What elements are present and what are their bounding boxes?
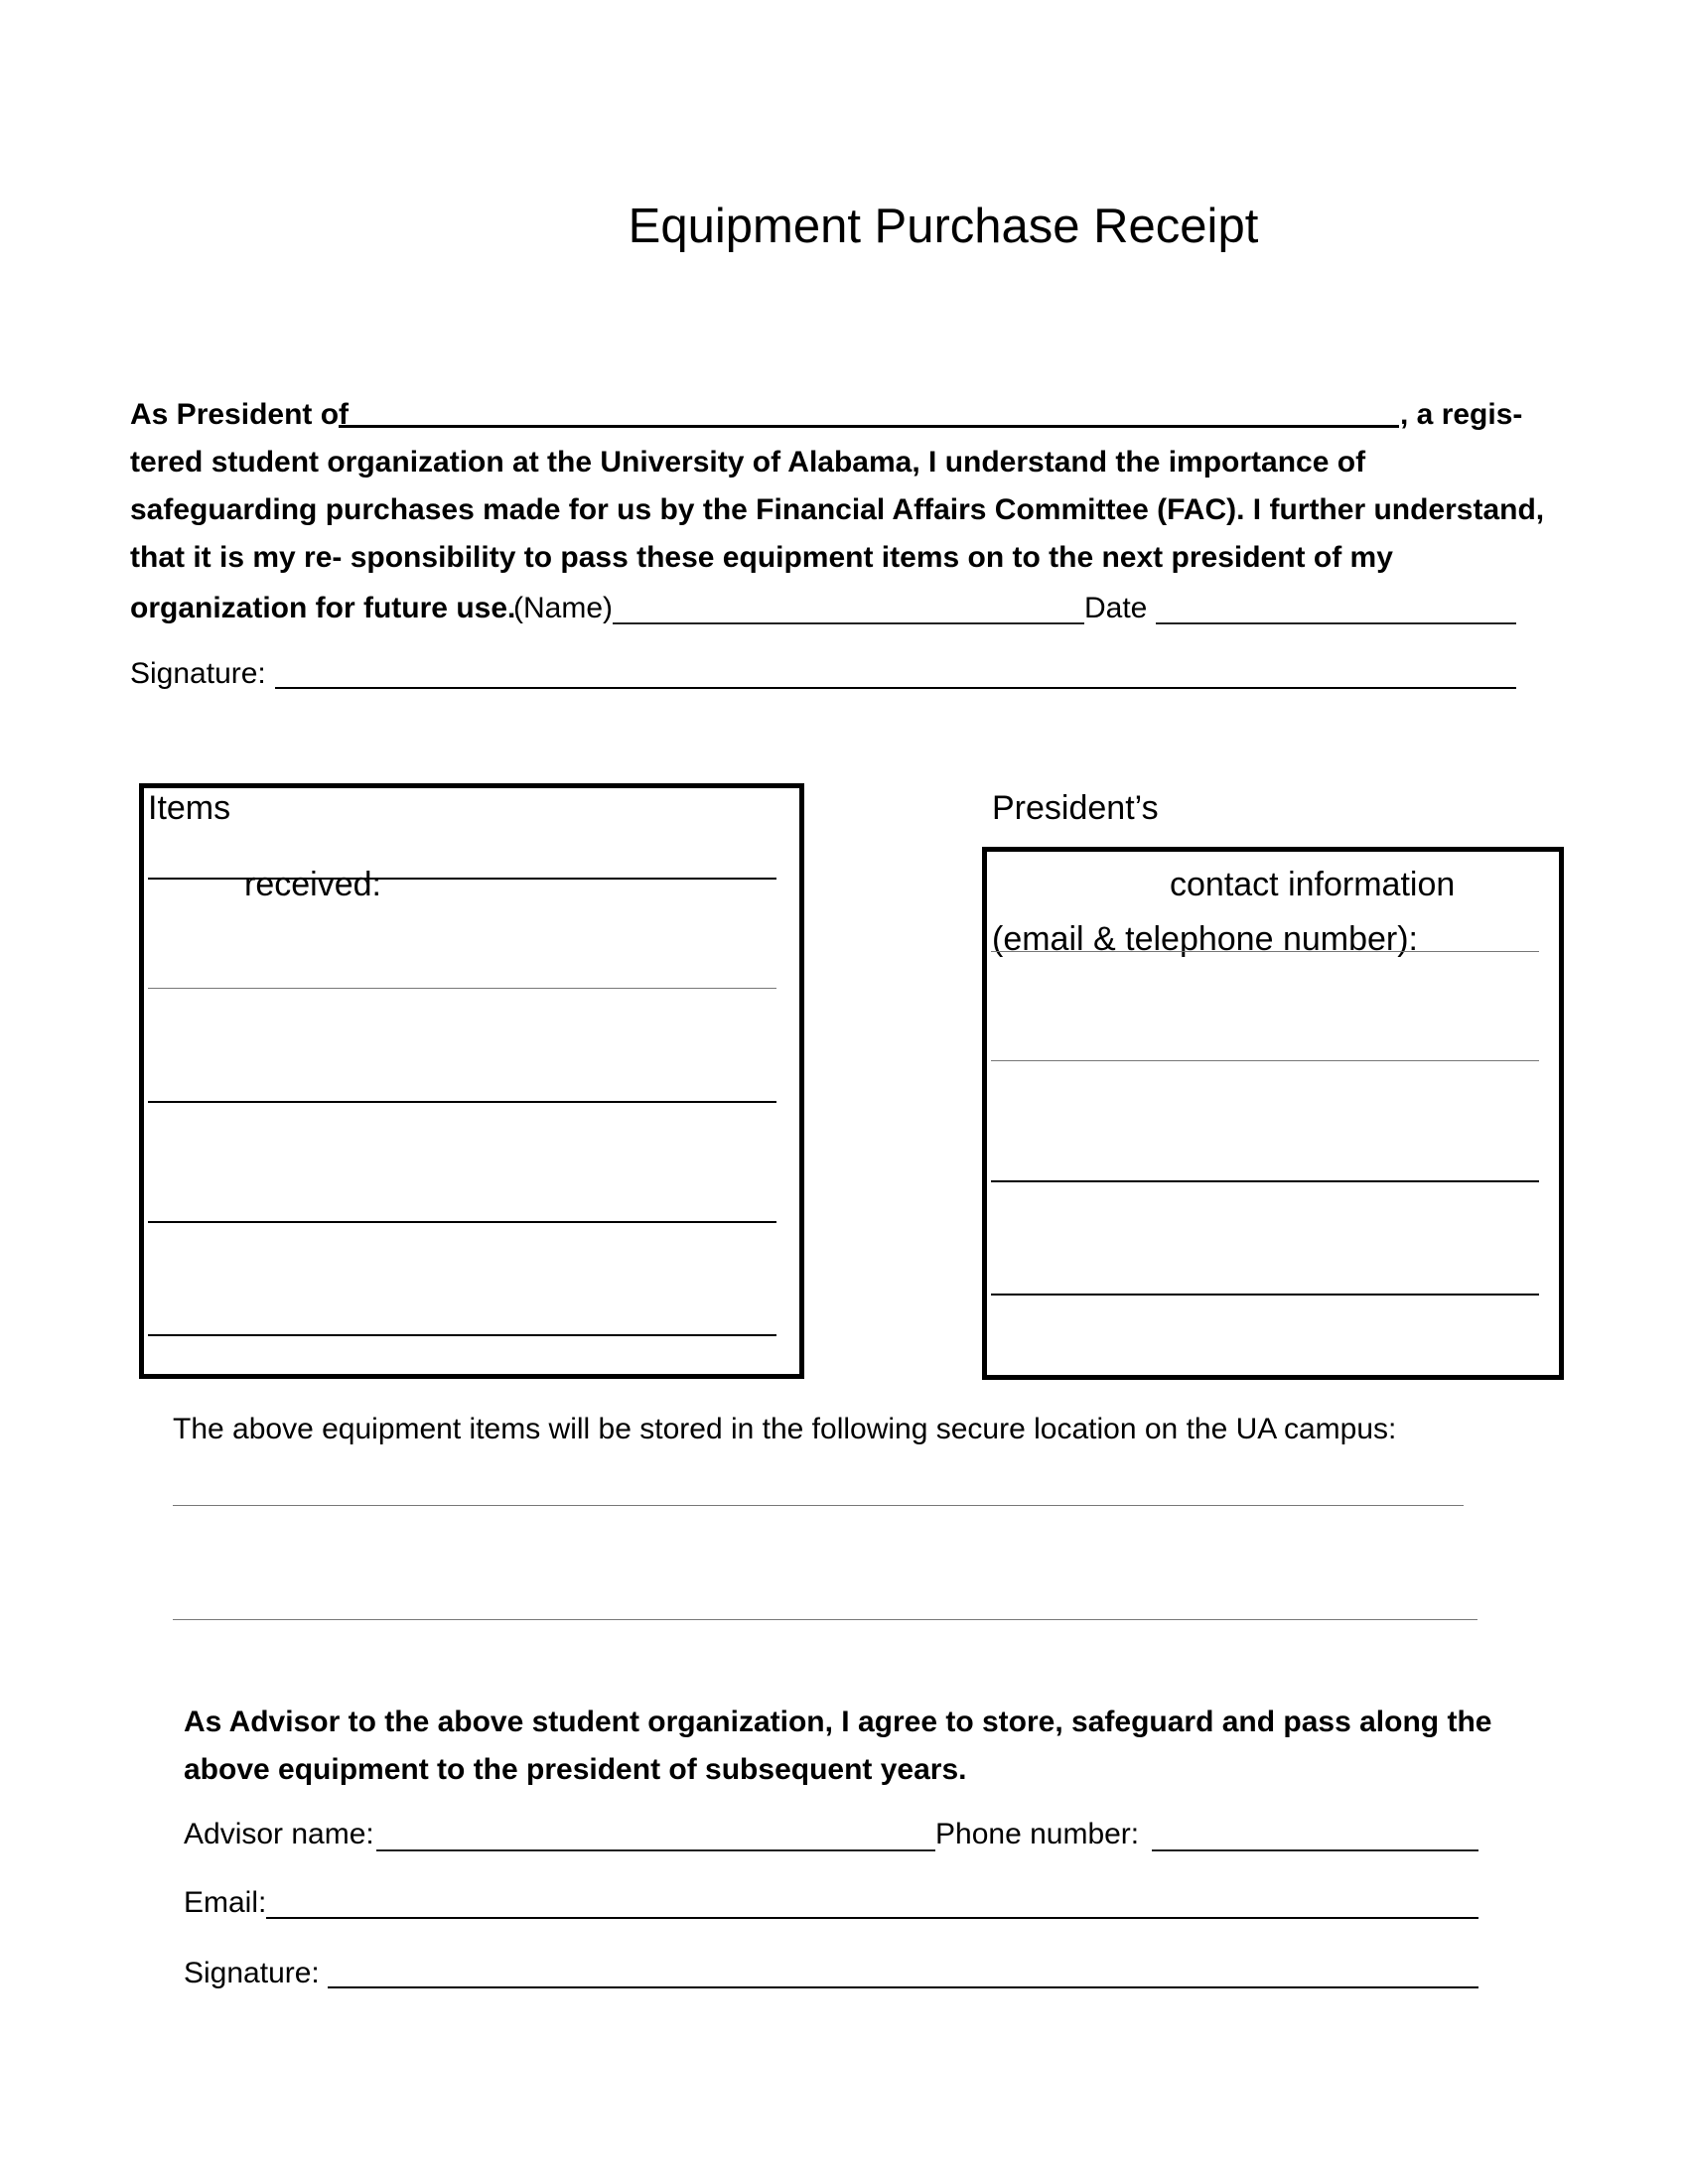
items-line-3[interactable] [148, 1101, 776, 1103]
presidents-label: President’s [992, 789, 1159, 827]
contact-line-1[interactable] [991, 951, 1539, 952]
phone-number-field[interactable] [1152, 1849, 1478, 1851]
contact-line-4[interactable] [991, 1294, 1539, 1296]
items-received-box [139, 783, 804, 1379]
contact-line-2[interactable] [991, 1060, 1539, 1061]
page-title: Equipment Purchase Receipt [628, 200, 1259, 253]
advisor-statement-line1: As Advisor to the above student organization, I agree to store, safeguard and pass along the [184, 1706, 1492, 1738]
date-field[interactable] [1156, 622, 1516, 624]
president-statement-line3: safeguarding purchases made for us by the Financial Affairs Committee (FAC). I further understand, [130, 493, 1545, 526]
items-line-4[interactable] [148, 1221, 776, 1223]
items-line-2[interactable] [148, 988, 776, 989]
received-label: received: [244, 866, 381, 903]
advisor-signature-field[interactable] [328, 1986, 1478, 1988]
storage-location-text: The above equipment items will be stored in the following secure location on the UA campus: [173, 1413, 1397, 1445]
advisor-email-label: Email: [184, 1886, 267, 1919]
storage-location-line-2[interactable] [173, 1619, 1477, 1620]
items-line-1[interactable] [148, 878, 776, 880]
phone-number-label: Phone number: [935, 1818, 1140, 1850]
president-statement-suffix: , a regis- [1400, 398, 1523, 431]
email-telephone-label: (email & telephone number): [992, 920, 1419, 958]
storage-location-line-1[interactable] [173, 1505, 1464, 1506]
president-statement-prefix: As President of [130, 398, 350, 431]
president-signature-label: Signature: [130, 657, 266, 690]
date-label: Date [1084, 592, 1148, 624]
name-label: (Name) [513, 592, 614, 624]
advisor-name-field[interactable] [376, 1849, 935, 1851]
president-statement-line5: organization for future use. [130, 592, 516, 624]
president-signature-field[interactable] [275, 687, 1516, 689]
contact-information-label: contact information [1170, 866, 1456, 903]
organization-name-field[interactable] [339, 425, 1399, 428]
advisor-statement-line2: above equipment to the president of subsequent years. [184, 1753, 967, 1786]
advisor-email-field[interactable] [266, 1917, 1478, 1919]
president-name-field[interactable] [613, 622, 1084, 624]
president-statement-line4: that it is my re- sponsibility to pass these equipment items on to the next president of my [130, 541, 1393, 574]
items-label: Items [148, 789, 231, 827]
advisor-signature-label: Signature: [184, 1957, 320, 1989]
advisor-name-label: Advisor name: [184, 1818, 374, 1850]
items-line-5[interactable] [148, 1334, 776, 1336]
contact-line-3[interactable] [991, 1180, 1539, 1182]
president-statement-line2: tered student organization at the University of Alabama, I understand the importance of [130, 446, 1366, 478]
